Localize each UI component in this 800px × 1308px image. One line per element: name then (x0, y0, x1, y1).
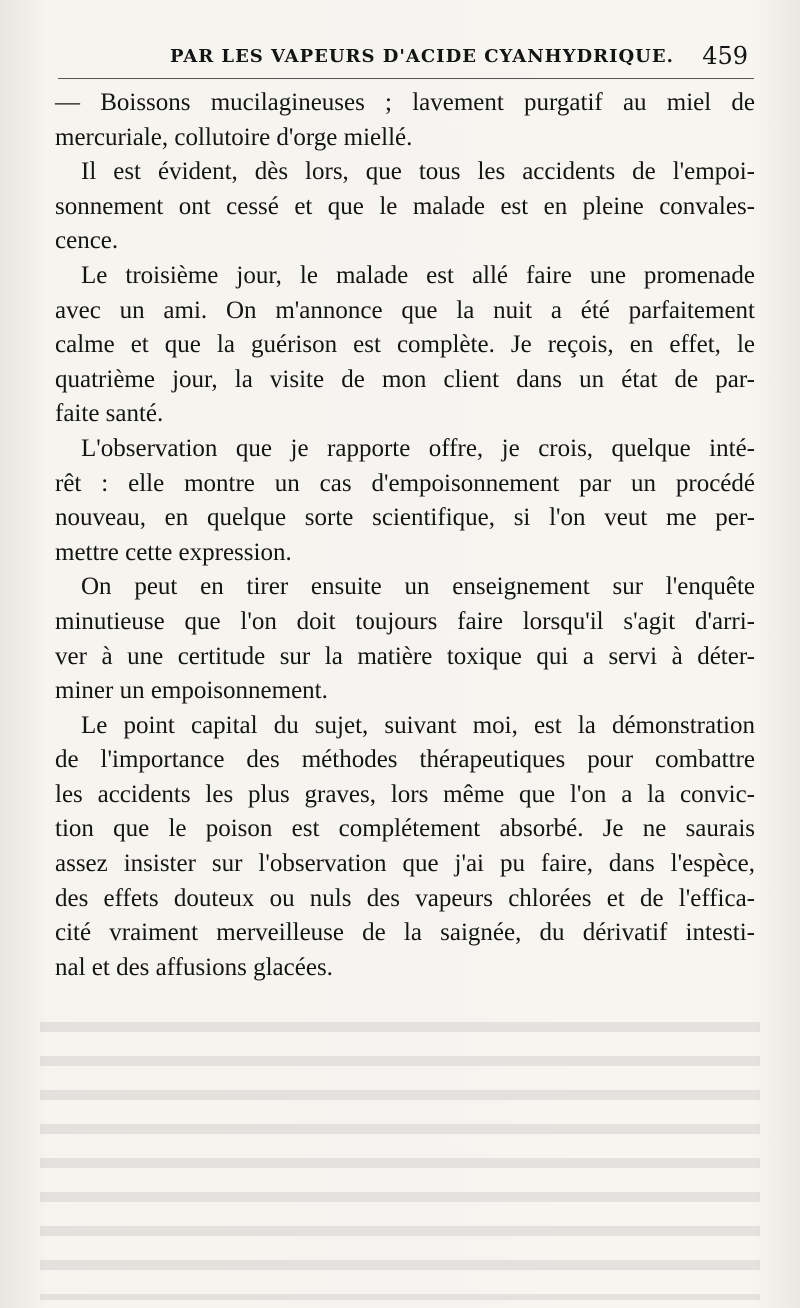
paragraph (55, 86, 755, 155)
text-line: ver à une certitude sur la matière toxique qui a servi à déter- (55, 642, 755, 670)
text-line: mercuriale, collutoire d'orge miellé. (55, 123, 413, 151)
text-line: quatrième jour, la visite de mon client dans un état de par- (55, 365, 755, 393)
text-line: rêt : elle montre un cas d'empoisonnement par un procédé (55, 469, 755, 497)
paragraph (55, 432, 755, 570)
page-number: 459 (702, 42, 748, 70)
text-line: Il est évident, dès lors, que tous les accidents de l'empoi- (81, 158, 755, 186)
text-line: sonnement ont cessé et que le malade est en pleine convales- (55, 192, 755, 220)
text-line: de l'importance des méthodes thérapeutiques pour combattre (55, 746, 755, 774)
text-line: Le point capital du sujet, suivant moi, est la démonstration (81, 711, 755, 739)
paragraph (55, 259, 755, 432)
text-line: miner un empoisonnement. (55, 677, 328, 705)
text-line: des effets douteux ou nuls des vapeurs chlorées et de l'effica- (55, 884, 755, 912)
text-line: Le troisième jour, le malade est allé faire une promenade (81, 261, 755, 289)
paragraph (55, 570, 755, 708)
text-line: les accidents les plus graves, lors même que l'on a la convic- (55, 780, 755, 808)
show-through-text (40, 1010, 760, 1300)
paragraph (55, 709, 755, 986)
text-line: cité vraiment merveilleuse de la saignée, du dérivatif intesti- (55, 919, 755, 947)
text-line: cence. (55, 227, 119, 255)
text-line: minutieuse que l'on doit toujours faire lorsqu'il s'agit d'arri- (55, 607, 755, 635)
text-line: L'observation que je rapporte offre, je crois, quelque inté- (81, 434, 755, 462)
text-line: nouveau, en quelque sorte scientifique, si l'on veut me per- (55, 504, 755, 532)
text-line: On peut en tirer ensuite un enseignement sur l'enquête (81, 573, 755, 601)
text-line: faite santé. (55, 400, 164, 428)
paragraph (55, 155, 755, 259)
text-line: nal et des affusions glacées. (55, 953, 333, 981)
body-text (55, 86, 755, 985)
text-line: avec un ami. On m'annonce que la nuit a été parfaitement (55, 296, 755, 324)
text-line: — Boissons mucilagineuses ; lavement purgatif au miel de (55, 89, 755, 116)
text-line: tion que le poison est complétement absorbé. Je ne saurais (55, 815, 755, 843)
text-line: mettre cette expression. (55, 538, 292, 566)
text-line: assez insister sur l'observation que j'ai pu faire, dans l'espèce, (55, 850, 755, 878)
page-header (58, 38, 754, 79)
running-title: PAR LES VAPEURS D'ACIDE CYANHYDRIQUE. (170, 46, 674, 67)
text-line: calme et que la guérison est complète. Je reçois, en effet, le (55, 331, 755, 359)
